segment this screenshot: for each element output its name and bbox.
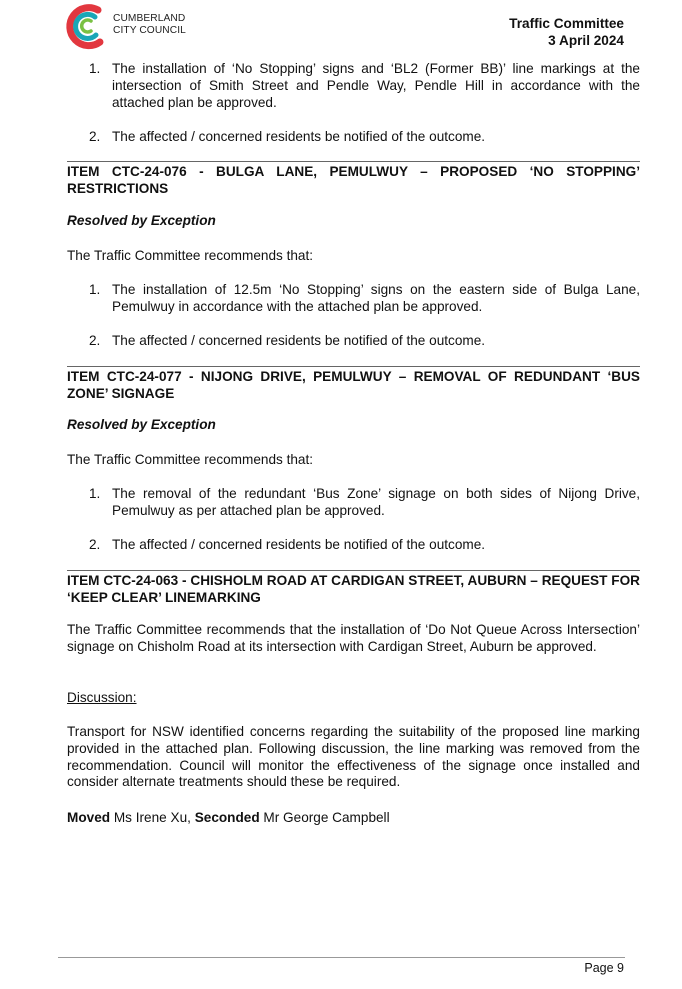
- item-title: ITEM CTC-24-063 - CHISHOLM ROAD AT CARDIGAN STREET, AUBURN – REQUEST FOR ‘KEEP CLEAR’ LINEMARKING: [67, 570, 640, 607]
- list-number: 1.: [89, 61, 101, 76]
- page-number: Page 9: [584, 961, 624, 975]
- org-name-line2: CITY COUNCIL: [113, 24, 186, 36]
- header-meta: [509, 16, 624, 50]
- moved-by: Ms Irene Xu,: [110, 810, 195, 825]
- discussion-heading: Discussion:: [67, 690, 137, 705]
- list-text: The affected / concerned residents be notified of the outcome.: [112, 537, 486, 552]
- list-number: 2.: [89, 129, 101, 144]
- list-text: The removal of the redundant ‘Bus Zone’ signage on both sides of Nijong Drive, Pemulwuy as per attached plan be approved.: [112, 486, 640, 518]
- list-number: 2.: [89, 333, 101, 348]
- recommendation-text: The Traffic Committee recommends that the installation of ‘Do Not Queue Across Intersection’ signage on Chisholm Road at its intersection with Cardigan Street, Auburn be approved.: [67, 622, 640, 654]
- list-number: 1.: [89, 486, 101, 501]
- moved-label: Moved: [67, 810, 111, 825]
- item-title: ITEM CTC-24-077 - NIJONG DRIVE, PEMULWUY – REMOVAL OF REDUNDANT ‘BUS ZONE’ SIGNAGE: [67, 366, 640, 403]
- seconded-label: Seconded: [194, 810, 260, 825]
- list-text: The installation of 12.5m ‘No Stopping’ signs on the eastern side of Bulga Lane, Pemulwuy in accordance with the attached plan be approved.: [112, 282, 640, 314]
- list-number: 1.: [89, 282, 101, 297]
- list-text: The affected / concerned residents be notified of the outcome.: [112, 129, 486, 144]
- cumberland-logo-icon: [60, 0, 112, 52]
- list-text: The installation of ‘No Stopping’ signs and ‘BL2 (Former BB)’ line markings at the intersection of Smith Street and Pendle Way, Pendle Hill in accordance with the attached plan be approved.: [112, 61, 640, 110]
- meeting-date: 3 April 2024: [548, 32, 624, 48]
- seconded-by: Mr George Campbell: [259, 810, 390, 825]
- discussion-text: Transport for NSW identified concerns regarding the suitability of the proposed line marking provided in the attached plan. Following discussion, the line marking was removed from the recommendation. Council will monitor the effectiveness of the signage once installed and consider alternate treatments should these be required.: [67, 724, 640, 790]
- item-title: ITEM CTC-24-076 - BULGA LANE, PEMULWUY – PROPOSED ‘NO STOPPING’ RESTRICTIONS: [67, 161, 640, 198]
- committee-name: Traffic Committee: [509, 16, 624, 31]
- footer-divider: [58, 957, 625, 958]
- resolved-by-exception: Resolved by Exception: [67, 213, 216, 228]
- list-number: 2.: [89, 537, 101, 552]
- org-name-line1: CUMBERLAND: [113, 13, 186, 24]
- recommends-text: The Traffic Committee recommends that:: [67, 452, 314, 467]
- list-text: The affected / concerned residents be notified of the outcome.: [112, 333, 486, 348]
- recommends-text: The Traffic Committee recommends that:: [67, 248, 314, 263]
- org-name: [113, 13, 186, 36]
- resolved-by-exception: Resolved by Exception: [67, 417, 216, 432]
- moved-seconded: [67, 810, 640, 827]
